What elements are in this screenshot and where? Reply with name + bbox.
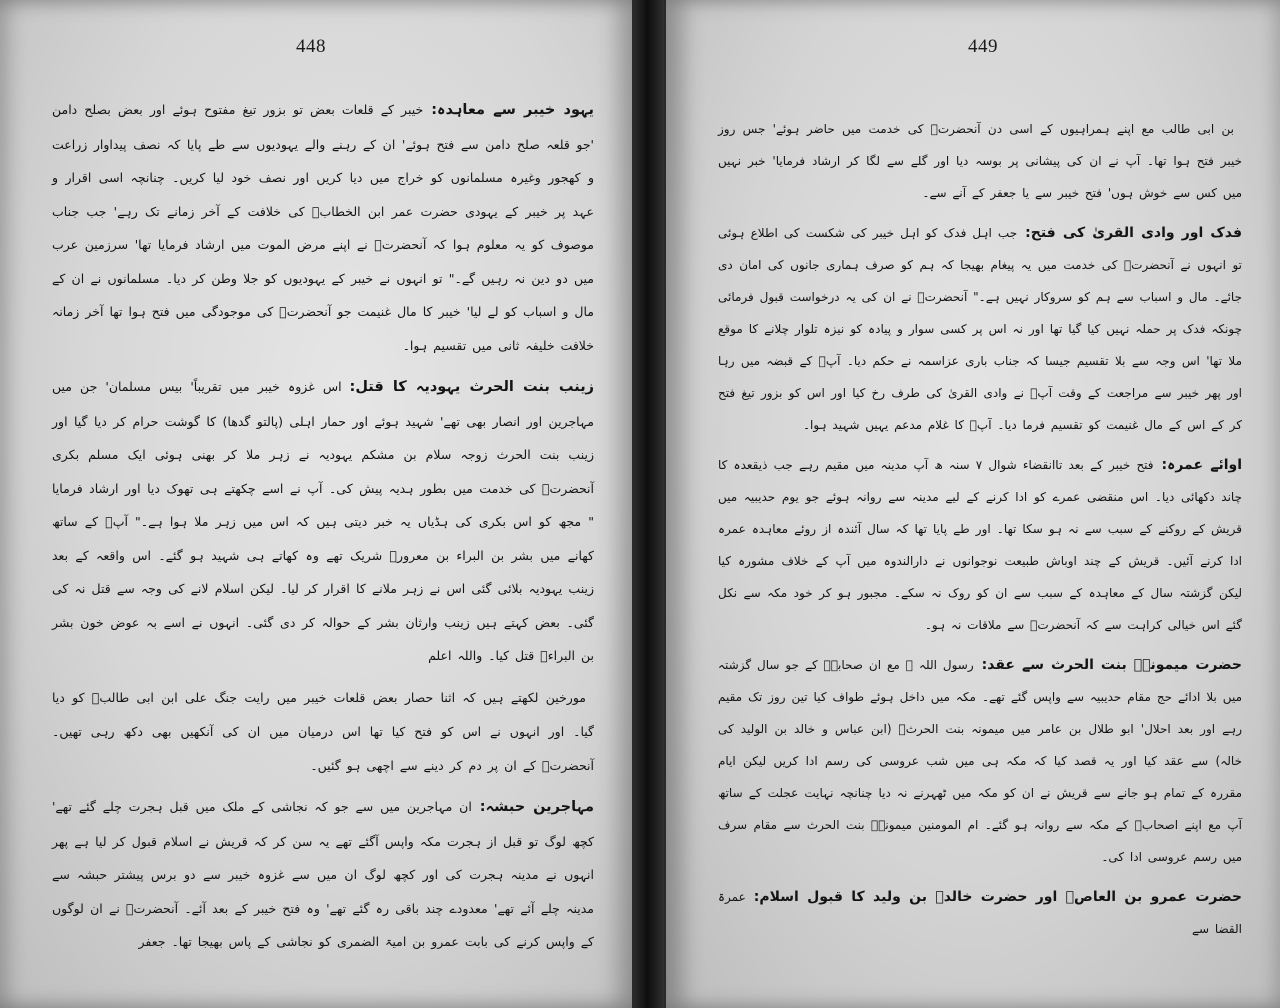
paragraph-heading: یہود خیبر سے معاہدہ:: [431, 102, 594, 118]
paragraph: [52, 370, 594, 673]
paragraph-heading: زینب بنت الحرث یہودیہ کا قتل:: [349, 379, 594, 395]
paragraph: [52, 790, 594, 959]
paragraph: [718, 217, 1242, 441]
paragraph-text: مورخین لکھتے ہیں کہ اثنا حصار بعض قلعات خیبر میں رایت جنگ علی ابن ابی طالبؓ کو دیا گیا۔ اور انہوں نے اس کو فتح کیا تھا اس درمیان میں ان کی آنکھیں بھی دکھ رہی تھیں۔ آنحضرتؐ کے ان پر دم کر دینے سے اچھی ہو گئیں۔: [52, 689, 594, 773]
paragraph-text: فتح خیبر کے بعد تاانقضاء شوال ۷ سنہ ھ آپ مدینہ میں مقیم رہے جب ذیقعدہ کا چاند دکھائی دیا۔ اس منقضی عمرے کو ادا کرنے کے لیے مدینہ سے روانہ ہوئے جو یوم حدیبیہ میں قریش کے روکنے کے سبب سے نہ ہو سکا تھا۔ اور طے پایا تھا کہ سال آئندہ از روئے معاہدہ عمرہ ادا کرنے آئیں۔ قریش کے چند اوباش طبیعت نوجوانوں نے دارالندوہ میں آپ کے خلاف مشورہ کیا لیکن گزشتہ سال کے معاہدہ کے سبب سے ان کو روک نہ سکے۔ مجبور ہو کر خود مکہ سے نکل گئے اس خیالی کراہت سے کہ آنحضرتؐ سے ملاقات نہ ہو۔: [718, 458, 1242, 632]
paragraph-heading: فدک اور وادی القریٰ کی فتح:: [1025, 225, 1242, 241]
page-number: 449: [968, 36, 998, 57]
page-text: [718, 113, 1242, 947]
paragraph: [52, 93, 594, 362]
left-page: [0, 0, 634, 1008]
paragraph-heading: حضرت عمرو بن العاصؓ اور حضرت خالدؓ بن ولید کا قبول اسلام:: [753, 889, 1242, 905]
paragraph: [718, 881, 1242, 945]
paragraph-text: بن ابی طالب مع اپنے ہمراہیوں کے اسی دن آنحضرتؐ کی خدمت میں حاضر ہوئے' جس روز خیبر فتح ہوا تھا۔ آپ نے ان کی پیشانی پر بوسہ دیا اور گلے سے لگا کر ارشاد فرمایا' خبر نہیں میں کس سے خوش ہوں' فتح خیبر سے یا جعفر کے آنے سے۔: [718, 122, 1242, 200]
book-spine: [634, 0, 664, 1008]
paragraph: [718, 649, 1242, 873]
paragraph-text: جب اہل فدک کو اہل خیبر کی شکست کی اطلاع ہوئی تو انہوں نے آنحضرتؐ کی خدمت میں یہ پیغام بھیجا کہ ہم کو صرف ہماری جانوں کی امان دی جائے۔ مال و اسباب سے ہم کو سروکار نہیں ہے۔" آنحضرتؐ نے ان کی یہ درخواست قبول فرمائی چونکہ فدک پر حملہ نہیں کیا گیا تھا اور نہ اس پر کسی سوار و پیادہ کو نیزہ تلوار چلانے کا موقع ملا تھا' اس وجہ سے بلا تقسیم جیسا کہ جناب باری عزاسمہ نے حکم دیا۔ آپؐ کے قبضہ میں رہا اور پھر خیبر سے مراجعت کے وقت آپؐ نے وادی القریٰ کی طرف رخ کیا اور اس کو بزور تیغ فتح کر کے اس کے مال غنیمت کو تقسیم فرما دیا۔ آپؐ کا غلام مدعم یہیں شہید ہوا۔: [718, 226, 1242, 432]
paragraph-heading: مہاجرین حبشہ:: [479, 799, 594, 815]
paragraph: [718, 113, 1242, 209]
paragraph: [718, 449, 1242, 641]
right-page: [664, 0, 1280, 1008]
paragraph-heading: اوائے عمرہ:: [1161, 457, 1242, 473]
page-text: [52, 93, 594, 961]
paragraph-text: خیبر کے قلعات بعض تو بزور تیغ مفتوح ہوئے اور بعض بصلح دامن 'جو قلعہ صلح دامن سے فتح ہوئے' ان کے رہنے والے یہودیوں سے طے پایا کہ نصف پیداوار زراعت و کھجور وغیرہ مسلمانوں کو خراج میں دیا کریں اور نصف خود لیا کریں۔ چنانچہ اسی اقرار و عہد پر خیبر کے یہودی حضرت عمر ابن الخطابؓ کی خلافت کے آخر زمانے تک رہے' جب جناب موصوف کو یہ معلوم ہوا کہ آنحضرتؐ نے اپنے مرض الموت میں ارشاد فرمایا تھا' سرزمین عرب میں دو دین نہ رہیں گے۔" تو انہوں نے خیبر کے یہودیوں کو جلا وطن کر دیا۔ مسلمانوں نے ان کے مال و اسباب کو لے لیا' خیبر کا مال غنیمت جو آنحضرتؐ کی موجودگی میں فتح ہوا تھا آخر زمانہ خلافت خلیفہ ثانی میں تقسیم ہوا۔: [52, 102, 594, 353]
page-number: 448: [296, 36, 326, 57]
paragraph-text: اس غزوہ خیبر میں تقریباً' بیس مسلمان' جن میں مہاجرین اور انصار بھی تھے' شہید ہوئے اور حمار اہلی (پالتو گدھا) کا گوشت حرام کر دیا گیا اور زینب بنت الحرث زوجہ سلام بن مشکم یہودیہ نے زہر ملا کر بھنی ہوئی ایک مسلم بکری آنحضرتؐ کی خدمت میں بطور ہدیہ پیش کی۔ آپ نے اسے چکھتے ہی تھوک دیا اور ارشاد فرمایا " مجھ کو اس بکری کی ہڈیاں یہ خبر دیتی ہیں کہ اس میں زہر ملا ہوا ہے۔" آپؐ کے ساتھ کھانے میں بشر بن البراء بن معرورؓ شریک تھے وہ کھاتے ہی شہید ہو گئے۔ اس واقعہ کے بعد زینب یہودیہ بلائی گئی اس نے زہر ملانے کا اقرار کر لیا۔ لیکن اسلام لانے کی وجہ سے قتل نہ کی گئی۔ بعض کہتے ہیں زینب وارثان بشر کے حوالہ کر دی گئی۔ انہوں نے اسے بہ عوض خون بشر بن البراءؓ قتل کیا۔ واللہ اعلم: [52, 379, 594, 663]
paragraph-text: ان مہاجرین میں سے جو کہ نجاشی کے ملک میں قبل ہجرت چلے گئے تھے' کچھ لوگ تو قبل از ہجرت مکہ واپس آگئے تھے یہ سن کر کہ قریش نے اسلام قبول کر لیا ہے پھر انہوں نے مدینہ ہجرت کی اور کچھ لوگ ان میں سے غزوہ خیبر سے دو برس پیشتر حبشہ سے مدینہ چلے آئے تھے' معدودے چند باقی رہ گئے تھے' وہ فتح خیبر کے بعد آئے۔ آنحضرتؐ نے ان لوگوں کے واپس کرنے کی بابت عمرو بن امیۃ الضمری کو نجاشی کے پاس بھیجا تھا۔ جعفر: [52, 799, 594, 949]
paragraph-text: رسول اللہ ﷺ مع ان صحابہؓ کے جو سال گزشتہ میں بلا ادائے حج مقام حدیبیہ سے واپس گئے تھے۔ مکہ میں داخل ہوئے طواف کیا تین روز تک مقیم رہے اور بعد احلال' ابو طلال بن عامر میں میمونہ بنت الحرثؓ (ابن عباس و خالد بن الولید کی خالہ) سے عقد کیا اور یہ قصد کیا کہ مکہ ہی میں شب عروسی کی رسم ادا کریں لیکن ایام مقررہ کے تمام ہو جانے سے قریش نے ان کو مکہ میں ٹھہرنے نہ دیا چنانچہ نہایت عجلت کے ساتھ آپ مع اپنے اصحابؓ کے مکہ سے روانہ ہو گئے۔ ام المومنین میمونہؓ بنت الحرث سے مقام سرف میں رسم عروسی ادا کی۔: [718, 658, 1242, 864]
paragraph-heading: حضرت میمونہؓ بنت الحرث سے عقد:: [981, 657, 1242, 673]
paragraph: [52, 681, 594, 783]
paragraph-text: عمرۃ القضا سے: [718, 890, 1242, 936]
